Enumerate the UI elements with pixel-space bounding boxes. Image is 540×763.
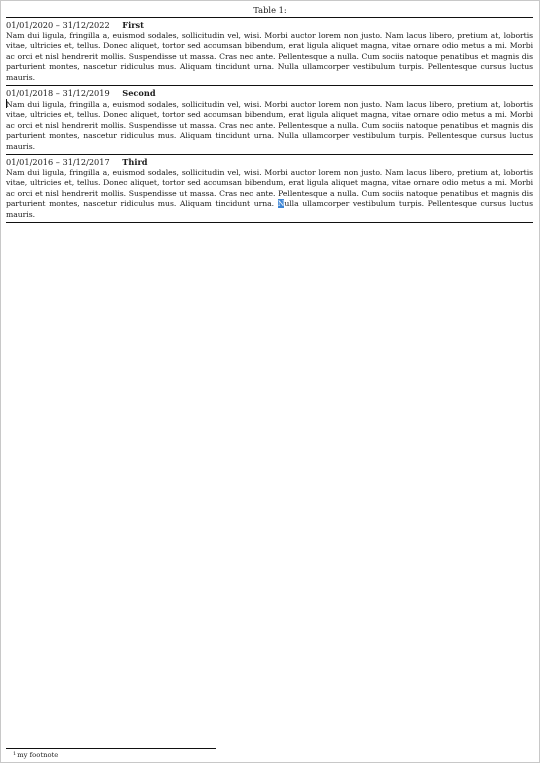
entry-date: 01/01/2016 – 31/12/2017 (6, 157, 110, 168)
table (6, 17, 533, 223)
text-selection[interactable]: N (277, 199, 285, 209)
entry-text[interactable]: Nam dui ligula, fringilla a, euismod sodales, sollicitudin vel, wisi. Morbi auctor lorem non justo. Nam lacus libero, pretium at, lobortis vitae, ultricies et, tellus. Donec aliquet, tortor sed accumsan bibendum, erat ligula aliquet magna, vitae ornare odio metus a mi. Morbi ac orci et nisl hendrerit mollis. Suspendisse ut massa. Cras nec ante. Pellentesque a nulla. Cum sociis natoque penatibus et magnis dis parturient montes, nascetur ridiculus mus. Aliquam tincidunt urna. Nulla ullamcorper vestibulum turpis. Pellentesque cursus luctus mauris. (6, 31, 533, 82)
entry-date: 01/01/2018 – 31/12/2019 (6, 88, 110, 99)
table-bottom-rule (6, 222, 533, 223)
entry-title: Third (122, 157, 148, 168)
entry-header (6, 20, 533, 31)
table-row[interactable] (6, 86, 533, 154)
entry-header (6, 157, 533, 168)
table-row[interactable] (6, 155, 533, 222)
footnote-rule (6, 748, 216, 749)
table-caption: Table 1: (253, 5, 287, 15)
entry-text[interactable] (6, 99, 533, 152)
footnote-text: my footnote (17, 751, 59, 759)
entry-text[interactable] (6, 168, 533, 220)
footnote-mark: 1 (13, 751, 17, 757)
entry-title: Second (122, 88, 156, 99)
entry-text-content: Nam dui ligula, fringilla a, euismod sodales, sollicitudin vel, wisi. Morbi auctor lorem non justo. Nam lacus libero, pretium at, lobortis vitae, ultricies et, tellus. Donec aliquet, tortor sed accumsan bibendum, erat ligula aliquet magna, vitae ornare odio metus a mi. Morbi ac orci et nisl hendrerit mollis. Suspendisse ut massa. Cras nec ante. Pellentesque a nulla. Cum sociis natoque penatibus et magnis dis parturient montes, nascetur ridiculus mus. Aliquam tincidunt urna. Nulla ullamcorper vestibulum turpis. Pellentesque cursus luctus mauris. (6, 100, 533, 151)
entry-text-before: Nam dui ligula, fringilla a, euismod sodales, sollicitudin vel, wisi. Morbi auctor lorem non justo. Nam lacus libero, pretium at, lobortis vitae, ultricies et, tellus. Donec aliquet, tortor sed accumsan bibendum, erat ligula aliquet magna, vitae ornare odio metus a mi. Morbi ac orci et nisl hendrerit mollis. Suspendisse ut massa. Cras nec ante. Pellentesque a nulla. Cum sociis natoque penatibus et magnis dis parturient montes, nascetur ridiculus mus. Aliquam tincidunt urna. (6, 168, 533, 209)
entry-text-after: ulla ullamcorper vestibulum turpis. Pellentesque cursus luctus mauris. (6, 199, 533, 219)
entry-date: 01/01/2020 – 31/12/2022 (6, 20, 110, 30)
entry-title: First (122, 20, 144, 30)
table-row[interactable] (6, 18, 533, 85)
entry-header (6, 88, 533, 99)
footnote (13, 751, 58, 759)
